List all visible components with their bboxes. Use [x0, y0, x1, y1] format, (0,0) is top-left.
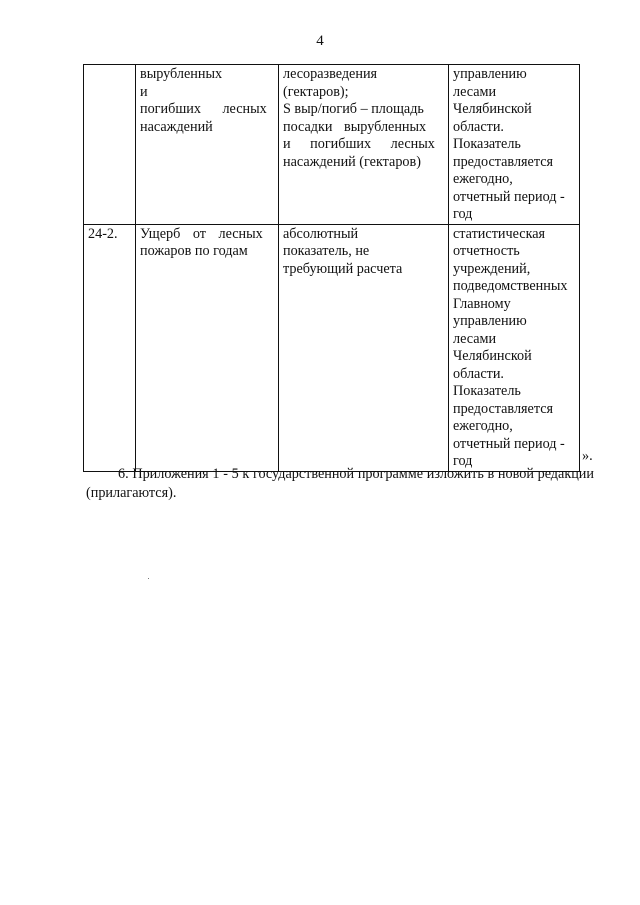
cell-line: насаждений — [140, 118, 213, 135]
indicator-cell — [136, 65, 279, 225]
indicator-cell — [136, 224, 279, 471]
row-number-cell — [84, 65, 136, 225]
cell-line: посадки вырубленных — [283, 118, 427, 135]
cell-line: подведомственных — [453, 278, 568, 294]
table-row — [84, 224, 580, 471]
paragraph-text: 6. Приложения 1 - 5 к государственной программе изложить в новой редакции (прилагаются). — [86, 466, 594, 501]
cell-line: управлению — [453, 313, 527, 329]
method-cell — [279, 65, 449, 225]
table-row — [84, 65, 580, 225]
cell-line: Челябинской — [453, 101, 532, 117]
cell-line: S выр/погиб – площадь — [283, 101, 424, 117]
cell-line: ежегодно, — [453, 418, 513, 434]
cell-line: погибших лесных — [140, 101, 267, 117]
amendment-paragraph — [86, 465, 594, 503]
page-number: 4 — [316, 33, 324, 49]
cell-line: лесами — [453, 83, 497, 100]
cell-line: области. — [453, 365, 504, 382]
cell-line: ежегодно, — [453, 171, 513, 187]
cell-line: абсолютный — [283, 225, 359, 242]
cell-line: отчетный период - — [453, 435, 565, 452]
source-cell — [449, 224, 580, 471]
cell-line: Главному — [453, 295, 511, 312]
cell-line: и погибших лесных — [283, 136, 435, 152]
cell-line: учреждений, — [453, 260, 531, 277]
cell-line: отчетность — [453, 243, 520, 259]
cell-line: Показатель — [453, 383, 521, 399]
cell-line: год — [453, 206, 473, 222]
cell-line: пожаров по годам — [140, 243, 248, 259]
cell-line: Показатель — [453, 136, 521, 152]
cell-line: показатель, не — [283, 243, 370, 259]
cell-line: лесами — [453, 330, 497, 347]
cell-line: предоставляется — [453, 400, 554, 417]
cell-line: управлению — [453, 66, 527, 82]
cell-line: вырубленных и — [140, 66, 223, 100]
cell-line: статистическая — [453, 225, 546, 242]
cell-line: насаждений (гектаров) — [283, 153, 421, 170]
method-cell — [279, 224, 449, 471]
cell-line: отчетный период - — [453, 188, 565, 205]
cell-line: требующий расчета — [283, 260, 403, 277]
cell-line: лесоразведения — [283, 66, 378, 82]
source-cell — [449, 65, 580, 225]
cell-line: предоставляется — [453, 153, 554, 170]
cell-line: области. — [453, 118, 504, 135]
scan-speck — [148, 578, 149, 579]
cell-line: Ущерб от лесных — [140, 225, 263, 242]
cell-line: год — [453, 453, 473, 469]
closing-quote-mark: ». — [582, 448, 593, 464]
indicator-table — [83, 64, 580, 472]
row-number-cell — [84, 224, 136, 471]
cell-line: Челябинской — [453, 348, 532, 364]
row-number: 24-2. — [88, 225, 118, 242]
cell-line: (гектаров); — [283, 83, 349, 100]
